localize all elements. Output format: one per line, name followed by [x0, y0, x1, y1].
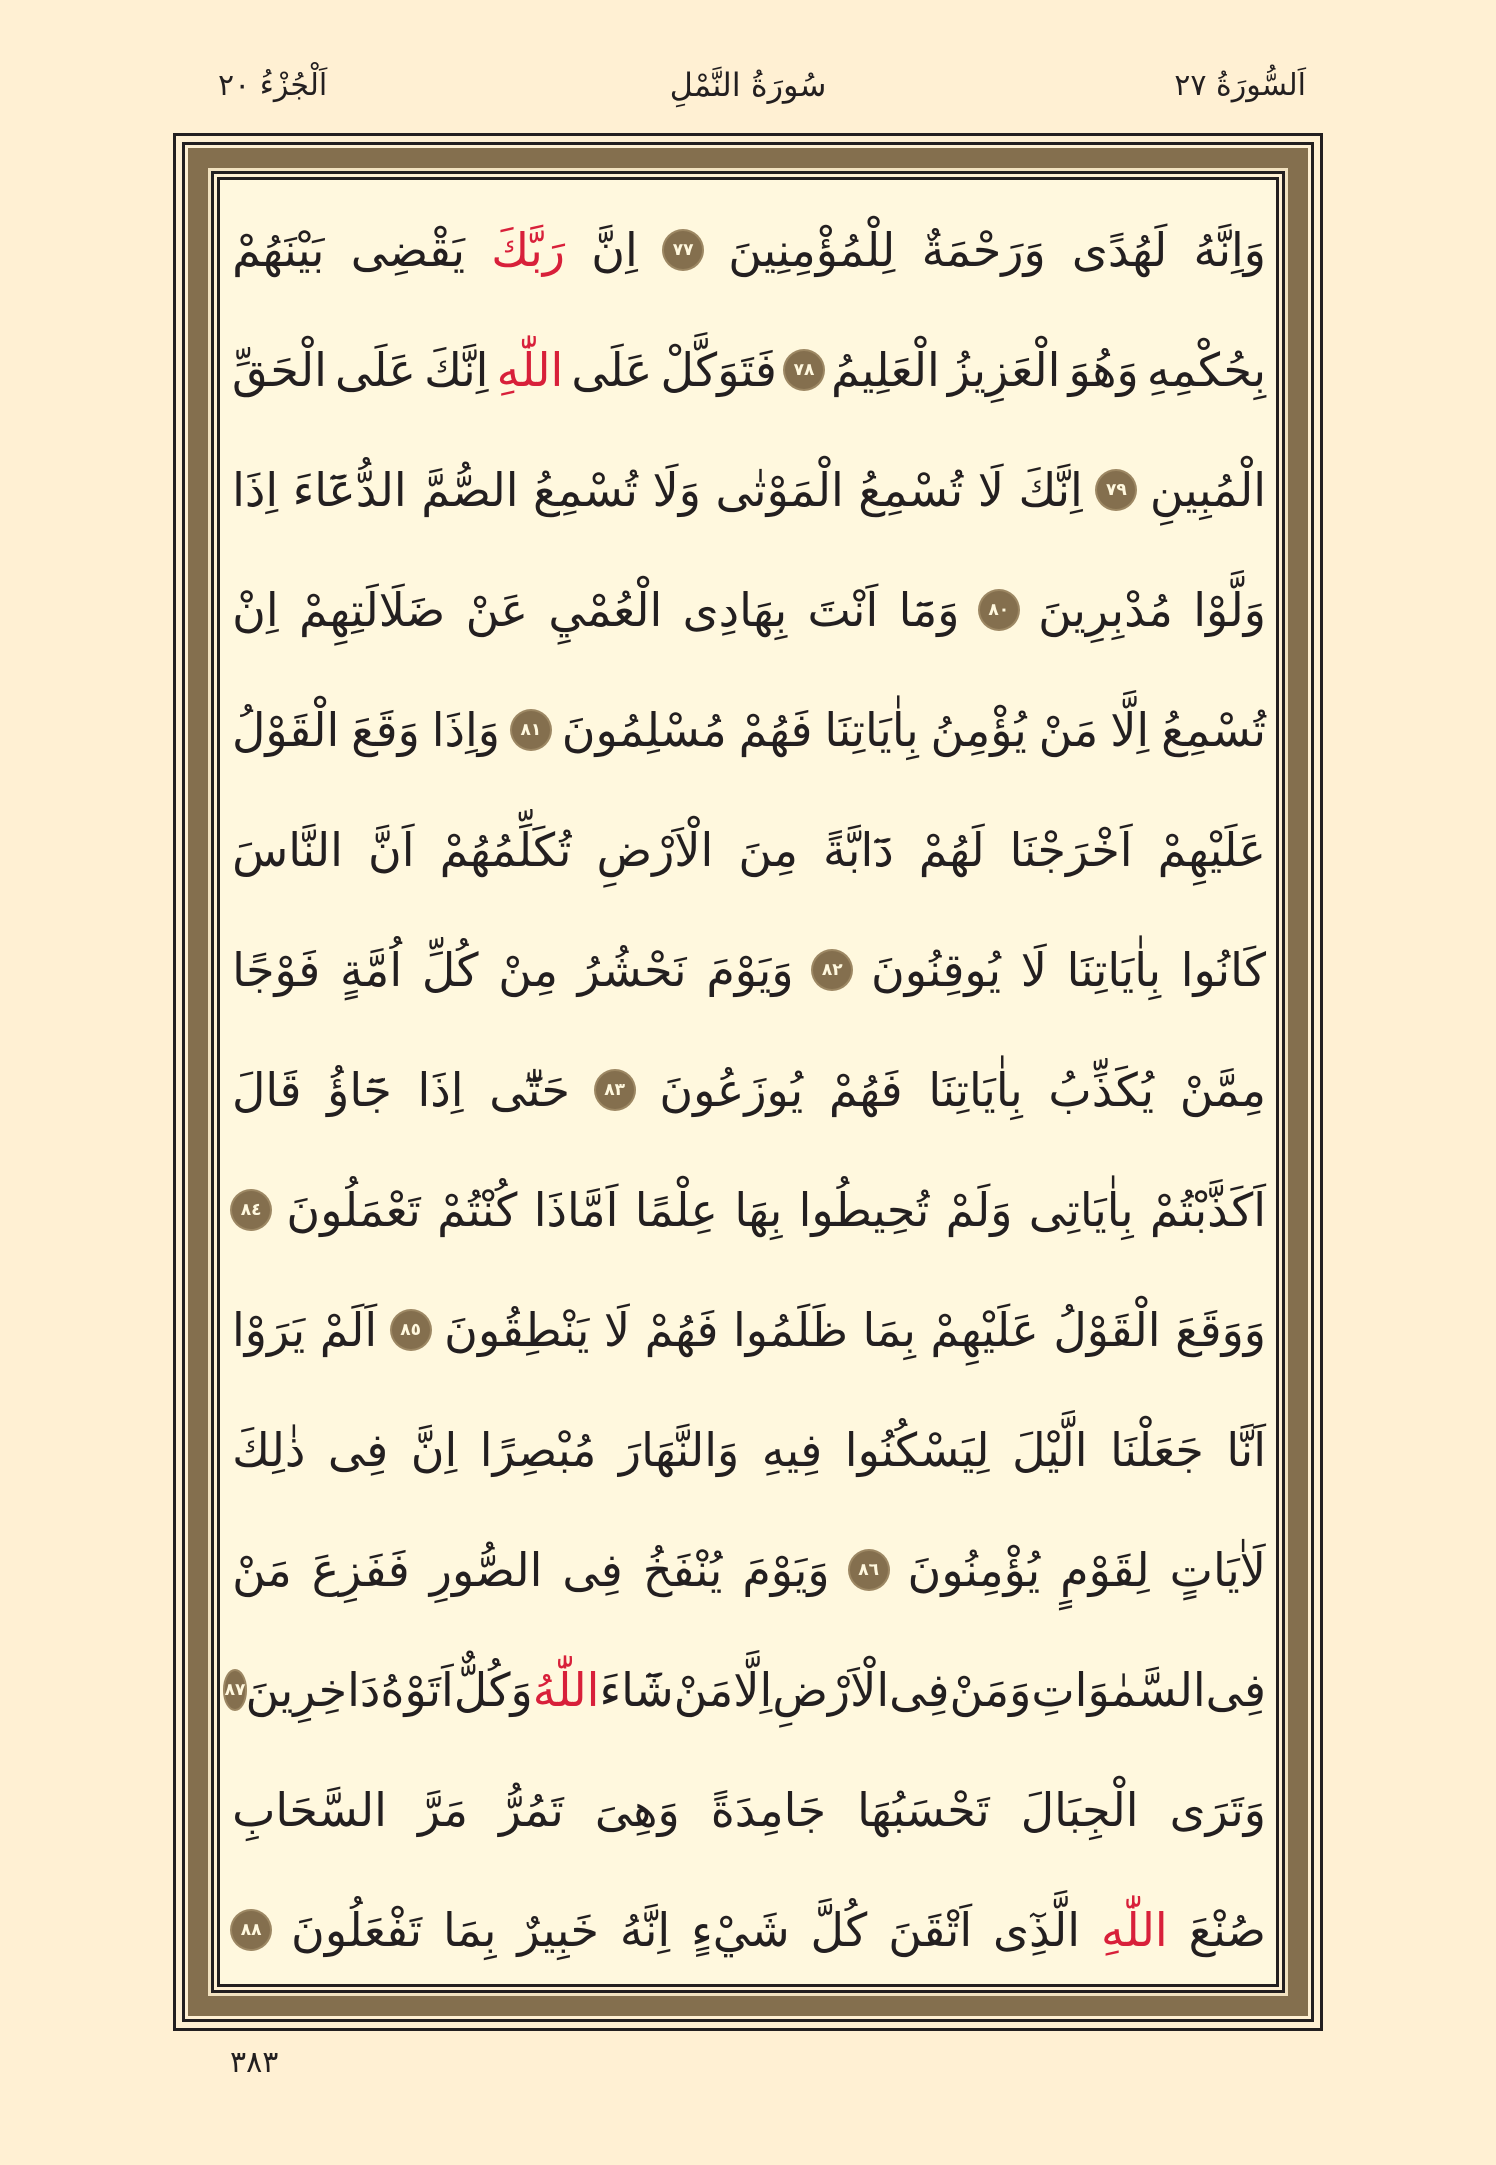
word: لَهُدًى	[1071, 223, 1168, 277]
word: حَتّٰٓى	[489, 1063, 570, 1117]
word: تُكَلِّمُهُمْ	[439, 823, 572, 877]
word: اِلَّا	[733, 1663, 773, 1717]
word: بِاٰيَاتِنَا	[824, 703, 919, 757]
word: وَهُوَ	[1068, 343, 1139, 397]
text-line	[232, 1030, 1266, 1150]
word: تَفْعَلُونَ	[291, 1903, 423, 1957]
word: عَلَيْهِمْ	[930, 1303, 1039, 1357]
ayah-number-marker: ٨٤	[232, 1191, 270, 1229]
word: وَقَعَ	[351, 703, 420, 757]
word: يَنْطِقُونَ	[444, 1303, 590, 1357]
word: يَقْضِى	[350, 223, 465, 277]
word: كُلِّ	[421, 943, 479, 997]
word: تَعْمَلُونَ	[286, 1183, 421, 1237]
word: الْقَوْلُ	[232, 703, 340, 757]
word: تُحِيطُوا	[798, 1183, 930, 1237]
word: اِنَّهُ	[619, 1903, 671, 1957]
word: جَعَلْنَا	[1110, 1423, 1204, 1477]
word: فَتَوَكَّلْ	[660, 343, 777, 397]
word: خَبِيرٌ	[517, 1903, 599, 1957]
word: مِنْ	[498, 943, 558, 997]
word: الْقَوْلُ	[1053, 1303, 1161, 1357]
word: بِمَا	[862, 1303, 916, 1357]
word: لَا	[1020, 943, 1047, 997]
word: عَلَيْهِمْ	[1157, 823, 1266, 877]
word: اَنَّا	[1226, 1423, 1266, 1477]
text-line	[232, 670, 1266, 790]
word: اِنْ	[232, 583, 279, 637]
word: لِقَوْمٍ	[1060, 1543, 1150, 1597]
word: دَاخِرِينَ	[245, 1663, 381, 1717]
word: مَنْ	[673, 1663, 734, 1717]
quran-text-body	[224, 190, 1266, 1990]
text-line	[232, 1870, 1266, 1990]
word: وَرَحْمَةٌ	[921, 223, 1046, 277]
word: فَفَزِعَ	[311, 1543, 410, 1597]
word: شَيْءٍ	[691, 1903, 790, 1957]
word: النَّاسَ	[232, 823, 343, 877]
text-line	[232, 310, 1266, 430]
page-number: ٣٨٣	[230, 2045, 279, 2080]
word: اِنَّ	[410, 1423, 458, 1477]
ayah-number-marker: ٨٢	[813, 951, 851, 989]
word: قَالَ	[232, 1063, 302, 1117]
word: يُؤْمِنُ	[930, 703, 1027, 757]
word: لَاٰيَاتٍ	[1169, 1543, 1266, 1597]
word: تَحْسَبُهَا	[857, 1783, 990, 1837]
word: بِهَادِى	[682, 583, 788, 637]
word: وَمَنْ	[949, 1663, 1032, 1717]
word: وَيَوْمَ	[706, 943, 794, 997]
word: بِاٰيَاتِى	[1028, 1183, 1134, 1237]
ayah-number-marker: ٨٦	[850, 1551, 888, 1589]
word: صُنْعَ	[1188, 1903, 1266, 1957]
word: تُسْمِعُ	[858, 463, 964, 517]
word: الدُّعَٓاءَ	[292, 463, 407, 517]
word: فَهُمْ	[644, 1303, 719, 1357]
word: يُوقِنُونَ	[871, 943, 1001, 997]
word: تُسْمِعُ	[533, 463, 638, 517]
text-line	[232, 190, 1266, 310]
word: لِلْمُؤْمِنِينَ	[728, 223, 896, 277]
word: الْحَقِّ	[232, 343, 327, 397]
text-line	[232, 910, 1266, 1030]
word: دَٓابَّةً	[823, 823, 894, 877]
word: بَيْنَهُمْ	[232, 223, 325, 277]
ayah-number-marker: ٨١	[512, 711, 550, 749]
word: لَهُمْ	[918, 823, 985, 877]
word: ضَلَالَتِهِمْ	[299, 583, 446, 637]
text-line	[224, 1630, 1266, 1750]
word: اَتَوْهُ	[380, 1663, 454, 1717]
text-line	[232, 1750, 1266, 1870]
word: اِنَّ	[591, 223, 638, 277]
word: الصُّورِ	[429, 1543, 543, 1597]
word: يُكَذِّبُ	[1048, 1063, 1155, 1117]
word: عَنْ	[465, 583, 529, 637]
divine-name-word: اللّٰهِ	[1100, 1903, 1168, 1957]
word: مِنَ	[738, 823, 798, 877]
word: وَلَّوْا	[1193, 583, 1266, 637]
word: الْاَرْضِ	[772, 1663, 890, 1717]
juz-label: اَلْجُزْءُ ٢٠	[218, 68, 328, 103]
word: وَلَمْ	[945, 1183, 1013, 1237]
text-line	[232, 1150, 1266, 1270]
word: ظَلَمُوا	[732, 1303, 848, 1357]
word: الْعَزِيزُ	[947, 343, 1061, 397]
divine-name-word: اللّٰهِ	[496, 343, 564, 397]
text-line	[232, 790, 1266, 910]
word: اِذَا	[232, 463, 279, 517]
word: الَّيْلَ	[1012, 1423, 1088, 1477]
word: فِى	[327, 1423, 389, 1477]
word: كَانُوا	[1180, 943, 1266, 997]
ayah-number-marker: ٨٠	[980, 591, 1018, 629]
word: جَٓاؤُ	[327, 1063, 392, 1117]
ayah-number-marker: ٨٧	[225, 1671, 246, 1709]
word: فِيهِ	[761, 1423, 823, 1477]
word: كُنْتُمْ	[437, 1183, 518, 1237]
word: الْجِبَالَ	[1020, 1783, 1139, 1837]
word: فَوْجًا	[232, 943, 321, 997]
ayah-number-marker: ٧٧	[664, 231, 702, 269]
ayah-number-marker: ٧٨	[785, 351, 823, 389]
word: يَرَوْا	[232, 1303, 306, 1357]
word: يُنْفَخُ	[642, 1543, 723, 1597]
page-header	[0, 60, 1496, 130]
word: يُؤْمِنُونَ	[907, 1543, 1041, 1597]
word: اَمَّاذَا	[533, 1183, 619, 1237]
word: عِلْمًا	[634, 1183, 718, 1237]
word: وَكُلٌّ	[453, 1663, 533, 1717]
word: الْعُمْيِ	[548, 583, 663, 637]
word: بِاٰيَاتِنَا	[1066, 943, 1162, 997]
word: الصُّمَّ	[421, 463, 519, 517]
word: بِحُكْمِهِ	[1146, 343, 1266, 397]
word: عَلَى	[571, 343, 653, 397]
word: اِنَّكَ	[424, 343, 489, 397]
word: شَٓاءَ	[599, 1663, 674, 1717]
word: تَمُرُّ	[499, 1783, 564, 1837]
word: وَوَقَعَ	[1175, 1303, 1266, 1357]
text-line	[232, 1270, 1266, 1390]
word: اَكَذَّبْتُمْ	[1149, 1183, 1266, 1237]
ayah-number-marker: ٨٨	[232, 1911, 270, 1949]
word: اُمَّةٍ	[340, 943, 403, 997]
text-line	[232, 1390, 1266, 1510]
word: وَتَرَى	[1169, 1783, 1266, 1837]
text-line	[232, 1510, 1266, 1630]
word: اِلَّا	[1110, 703, 1150, 757]
word: الْمَوْتٰى	[715, 463, 844, 517]
word: يُوزَعُونَ	[659, 1063, 804, 1117]
ayah-number-marker: ٧٩	[1097, 471, 1135, 509]
sura-name: سُورَةُ النَّمْلِ	[669, 66, 827, 104]
word: مُسْلِمُونَ	[561, 703, 727, 757]
word: الَّذِٓى	[993, 1903, 1080, 1957]
word: اَخْرَجْنَا	[1009, 823, 1133, 877]
word: مَرَّ	[417, 1783, 469, 1837]
sura-number-label: اَلسُّورَةُ ٢٧	[1174, 68, 1306, 103]
word: الْعَلِيمُ	[831, 343, 940, 397]
word: كُلَّ	[810, 1903, 868, 1957]
word: تُسْمِعُ	[1161, 703, 1266, 757]
word: نَحْشُرُ	[577, 943, 687, 997]
word: وَاِنَّهُ	[1193, 223, 1266, 277]
word: وَاِذَا	[431, 703, 500, 757]
word: الْمُبِينِ	[1149, 463, 1266, 517]
word: بِمَا	[443, 1903, 497, 1957]
word: مَنْ	[1038, 703, 1099, 757]
word: فِى	[562, 1543, 623, 1597]
word: اِذَا	[417, 1063, 464, 1117]
text-line	[232, 430, 1266, 550]
divine-name-word: اللّٰهُ	[532, 1663, 600, 1717]
word: لَا	[603, 1303, 631, 1357]
word: وَهِىَ	[594, 1783, 680, 1837]
word: مُدْبِرِينَ	[1038, 583, 1173, 637]
word: وَمَٓا	[898, 583, 960, 637]
word: فَهُمْ	[828, 1063, 903, 1117]
word: جَامِدَةً	[710, 1783, 827, 1837]
word: اَتْقَنَ	[888, 1903, 973, 1957]
word: بِهَا	[734, 1183, 783, 1237]
word: اِنَّكَ	[1018, 463, 1083, 517]
word: وَلَا	[652, 463, 701, 517]
word: السَّمٰوَاتِ	[1031, 1663, 1206, 1717]
word: ذٰلِكَ	[232, 1423, 306, 1477]
word: مُبْصِرًا	[479, 1423, 597, 1477]
word: اَنَّ	[367, 823, 415, 877]
word: اَنْتَ	[807, 583, 879, 637]
word: فِى	[889, 1663, 950, 1717]
word: لَا	[977, 463, 1004, 517]
word: فِى	[1205, 1663, 1266, 1717]
word: اَلَمْ	[319, 1303, 378, 1357]
word: مِمَّنْ	[1179, 1063, 1266, 1117]
ayah-number-marker: ٨٣	[596, 1071, 634, 1109]
word: لِيَسْكُنُوا	[844, 1423, 990, 1477]
divine-name-word: رَبَّكَ	[491, 223, 566, 277]
word: وَالنَّهَارَ	[618, 1423, 740, 1477]
text-line	[232, 550, 1266, 670]
word: الْاَرْضِ	[596, 823, 714, 877]
word: مَنْ	[232, 1543, 292, 1597]
word: السَّحَابِ	[232, 1783, 387, 1837]
ayah-number-marker: ٨٥	[392, 1311, 430, 1349]
word: وَيَوْمَ	[742, 1543, 830, 1597]
word: بِاٰيَاتِنَا	[928, 1063, 1023, 1117]
word: عَلَى	[334, 343, 417, 397]
word: فَهُمْ	[738, 703, 813, 757]
